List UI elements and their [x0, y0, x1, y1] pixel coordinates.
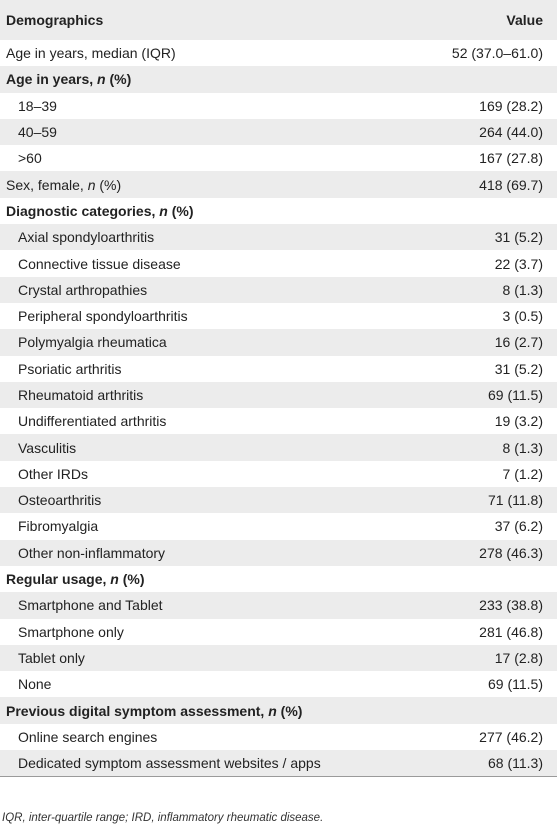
row-value: 52 (37.0–61.0) [451, 45, 543, 62]
row-label: Other non-inflammatory [18, 544, 166, 561]
row-label: Online search engines [18, 728, 158, 745]
row-value [420, 198, 557, 224]
table-row [0, 434, 557, 460]
row-value: 68 (11.3) [420, 750, 557, 776]
label-suffix: (%) [167, 202, 194, 219]
table-row [0, 356, 557, 382]
row-label: >60 [18, 150, 42, 167]
label-italic-n: n [97, 71, 106, 88]
row-value: 169 (28.2) [479, 97, 543, 114]
table-row [0, 645, 557, 671]
table-row [0, 40, 557, 66]
section-label [0, 66, 420, 92]
row-value: 69 (11.5) [488, 676, 543, 693]
row-value: 264 (44.0) [479, 124, 543, 141]
row-label: Fibromyalgia [18, 518, 99, 535]
section-label [0, 566, 420, 592]
table-body [0, 40, 557, 776]
row-value: 7 (1.2) [502, 465, 543, 482]
row-value: 277 (46.2) [479, 728, 543, 745]
row-label: Undifferentiated arthritis [18, 413, 167, 430]
row-label: Rheumatoid arthritis [18, 387, 144, 403]
row-label: 40–59 [18, 124, 57, 141]
row-label: Connective tissue disease [18, 255, 181, 272]
row-value: 8 (1.3) [502, 439, 543, 456]
column-header-demographics: Demographics [6, 12, 104, 28]
section-header-row [0, 566, 557, 592]
row-value: 71 (11.8) [488, 492, 543, 509]
label-italic-n: n [110, 571, 119, 588]
label-text: Diagnostic categories, [6, 202, 160, 219]
row-value: 31 (5.2) [494, 229, 543, 246]
row-value: 278 (46.3) [479, 544, 543, 561]
table-row [0, 592, 557, 618]
row-label: 18–39 [18, 97, 57, 114]
table-row [0, 329, 557, 355]
table-row [0, 461, 557, 487]
row-value: 3 (0.5) [502, 308, 543, 325]
row-label: Vasculitis [18, 439, 77, 456]
table-row [0, 250, 557, 276]
row-label: None [18, 676, 52, 693]
row-value: 167 (27.8) [479, 150, 543, 167]
table-row [0, 145, 557, 171]
table-row [0, 724, 557, 750]
table-row [0, 619, 557, 645]
row-value: 17 (2.8) [494, 649, 543, 666]
table-row [0, 224, 557, 250]
row-label: Other IRDs [18, 465, 89, 482]
table-row [0, 408, 557, 434]
row-label: Osteoarthritis [18, 492, 102, 509]
row-value: 69 (11.5) [488, 387, 543, 403]
table-row [0, 303, 557, 329]
section-label [0, 697, 420, 723]
row-label: Psoriatic arthritis [18, 360, 122, 377]
label-text: Sex, female, [6, 176, 88, 193]
row-label: Age in years, median (IQR) [6, 45, 176, 62]
row-label: Axial spondyloarthritis [18, 229, 155, 246]
row-label: Polymyalgia rheumatica [18, 334, 167, 351]
label-suffix: (%) [276, 702, 303, 719]
row-value: 233 (38.8) [479, 597, 543, 614]
column-header-value: Value [506, 12, 543, 28]
row-value [420, 566, 557, 592]
table-row [0, 513, 557, 539]
label-italic-n: n [268, 702, 277, 719]
section-label [0, 198, 420, 224]
label-italic-n: n [159, 202, 168, 219]
row-value [420, 66, 557, 92]
table-row [0, 540, 557, 566]
table-row [0, 671, 557, 697]
label-text: Previous digital symptom assessment, [6, 702, 269, 719]
label-italic-n: n [87, 176, 96, 193]
row-label: Smartphone only [18, 623, 124, 640]
table-row [0, 487, 557, 513]
row-value: 8 (1.3) [502, 281, 543, 298]
section-header-row [0, 66, 557, 92]
label-suffix: (%) [118, 571, 145, 588]
table-row [0, 93, 557, 119]
table-row [0, 382, 557, 408]
section-header-row [0, 198, 557, 224]
table-row [0, 750, 557, 776]
row-label: Dedicated symptom assessment websites / apps [0, 750, 420, 776]
label-suffix: (%) [105, 71, 132, 88]
row-value: 19 (3.2) [494, 413, 543, 430]
label-text: Age in years, [6, 71, 98, 88]
row-value: 16 (2.7) [494, 334, 543, 351]
row-label: Crystal arthropathies [18, 281, 148, 298]
label-suffix: (%) [95, 176, 122, 193]
table-row [0, 119, 557, 145]
row-value: 31 (5.2) [494, 360, 543, 377]
row-value: 418 (69.7) [479, 176, 543, 193]
row-label: Peripheral spondyloarthritis [18, 308, 188, 325]
row-label [0, 171, 420, 197]
row-value [420, 697, 557, 723]
section-header-row [0, 697, 557, 723]
row-value: 37 (6.2) [494, 518, 543, 535]
table-row [0, 277, 557, 303]
row-value: 281 (46.8) [479, 623, 543, 640]
label-text: Regular usage, [6, 571, 111, 588]
row-label: Smartphone and Tablet [18, 597, 163, 614]
row-label: Tablet only [18, 649, 85, 666]
table-row [0, 171, 557, 197]
table-footnote: IQR, inter-quartile range; IRD, inflammatory rheumatic disease. [2, 812, 324, 824]
row-value: 22 (3.7) [494, 255, 543, 272]
table-header-row [0, 0, 557, 40]
